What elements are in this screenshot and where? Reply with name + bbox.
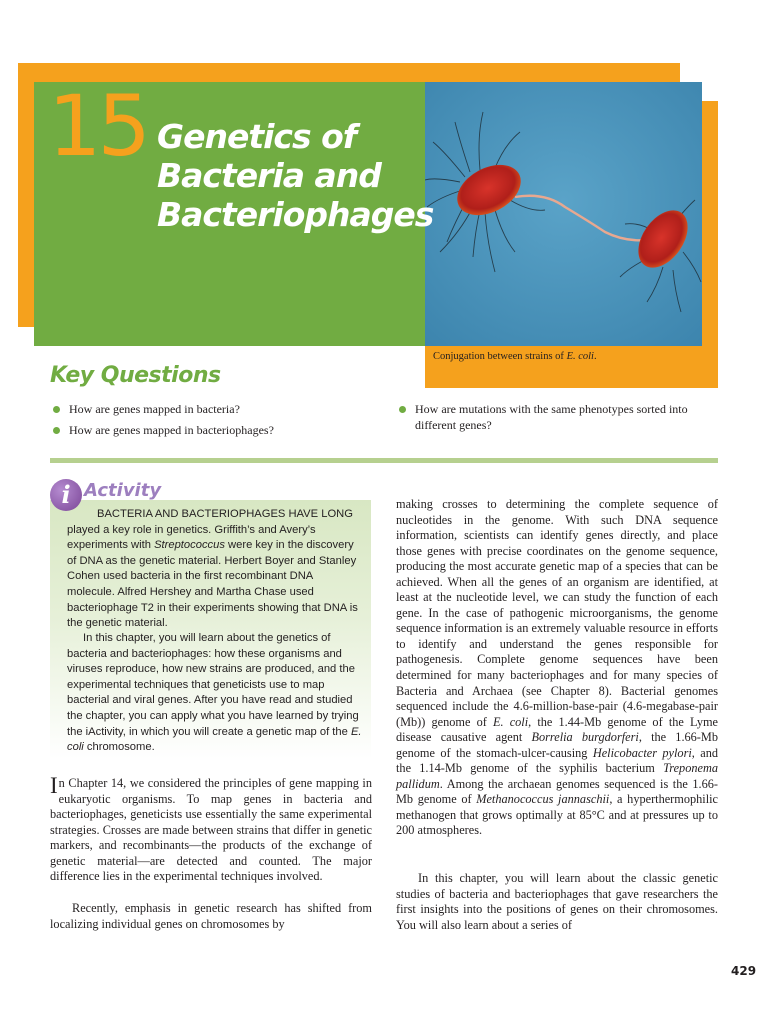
activity-paragraph [67, 631, 363, 756]
activity-lead: BACTERIA AND BACTERIOPHAGES HAVE LONG [97, 508, 353, 520]
body-paragraph [396, 871, 718, 933]
body-text: , and the 1.14-Mb genome of the syphilis bacterium [396, 745, 718, 776]
body-text: , a hyperthermophilic methanogen that grows optimally at 85°C and at pressures up to 200 atmospheres. [396, 792, 718, 838]
key-question [50, 423, 380, 439]
chapter-title [157, 117, 434, 234]
chapter-title-line: Bacteriophages [157, 195, 434, 234]
species-name: Borrelia burgdorferi [531, 730, 639, 745]
key-questions-right [396, 402, 726, 438]
activity-label[interactable]: Activity [84, 480, 162, 501]
caption-text: Conjugation between strains of [433, 351, 567, 362]
chapter-title-line: Bacteria and [157, 156, 381, 195]
body-text: Recently, emphasis in genetic research has shifted from localizing individual genes on chromosomes by [50, 901, 372, 931]
body-text: . Among the archaean genomes sequenced is the 1.66-Mb genome of [396, 776, 718, 807]
chapter-title-line: Genetics of [157, 117, 357, 156]
species-name: Methanococcus jannaschii [476, 792, 610, 807]
body-paragraph [50, 773, 372, 885]
key-question [396, 402, 726, 433]
bullet-icon [399, 406, 406, 413]
activity-species: E. coli [67, 725, 362, 754]
activity-paragraph [67, 507, 363, 632]
key-questions-left [50, 402, 380, 443]
page-number: 429 [731, 964, 757, 978]
bullet-icon [53, 406, 60, 413]
section-divider [50, 458, 718, 463]
body-paragraph [50, 901, 372, 932]
bacteria-conjugation-photo [425, 82, 702, 346]
key-questions-heading: Key Questions [50, 363, 221, 388]
body-text: making crosses to determining the complete sequence of nucleotides in the genome. With such DNA sequence information, scientists can identify genes directly, and place those genes with precise coordinates on the genome sequence, producing the most accurate genetic map of a species that can be achieved. When all the genes of an organism are identified, at least at the nucleotide level, we can study the function of each gene. In the case of pathogenic microorganisms, the genome sequence information is an extremely valuable resource in efforts to identify and understand the genes responsible for pathogenesis. Complete genome sequences have been determined for many bacteriophages and for many species of Bacteria and Archaea (see Chapter 8). Bacterial genomes sequenced include the 4.6-million-base-pair (4.6-megabase-pair (Mb)) genome of [396, 497, 718, 729]
key-question-text: How are mutations with the same phenotypes sorted into different genes? [415, 402, 688, 432]
species-name: E. coli [492, 714, 529, 729]
activity-text: chromosome. [83, 741, 155, 754]
drop-cap: I [50, 773, 58, 798]
activity-species: Streptococcus [154, 539, 225, 552]
body-text: , the 1.44-Mb genome of the Lyme disease causative agent [396, 714, 718, 745]
activity-text: In this chapter, you will learn about the genetics of bacteria and bacteriophages: how these organisms and viruses reproduce, how new strains are produced, and the experimental techniques that geneticists use to map bacterial and viral genes. After you have read and studied the chapter, you can apply what you have learned by trying the iActivity, in which you will create a genetic map of the [67, 632, 359, 738]
bullet-icon [53, 427, 60, 434]
body-text: , the 1.66-Mb genome of the stomach-ulcer-causing [396, 730, 718, 760]
caption-period: . [593, 351, 597, 362]
activity-text: played a key role in genetics. Griffith’s and Avery’s experiments with [67, 523, 316, 552]
photo-caption [433, 351, 597, 362]
species-name: Helicobacter pylori [592, 745, 692, 760]
body-text: In this chapter, you will learn about the classic genetic studies of bacteria and bacteriophages that gave researchers the first insights into the positions of genes on their chromosomes. You will also learn about a series of [396, 871, 718, 932]
chapter-number: 15 [48, 77, 147, 175]
key-question-text: How are genes mapped in bacteria? [69, 402, 240, 416]
key-question [50, 402, 380, 418]
key-question-text: How are genes mapped in bacteriophages? [69, 422, 274, 437]
activity-text: were key in the discovery of DNA as the genetic material. Herbert Boyer and Stanley Cohen used bacteria in the first recombinant DNA molecule. Alfred Hershey and Martha Chase used bacteriophage T2 in their experiments showing that DNA is the genetic material. [67, 539, 358, 630]
activity-i-icon[interactable]: i [50, 479, 82, 511]
body-paragraph [396, 497, 718, 839]
species-name: Treponema pallidum [396, 761, 718, 791]
body-text: n Chapter 14, we considered the principles of gene mapping in eukaryotic organisms. To map genes in bacteria and bacteriophages, geneticists use essentially the same experimental strategies. Crosses are made between strains that differ in genetic markers, and recombinants—the products of the exchange of genetic material—are detected and counted. The major difference lies in the experimental techniques involved. [50, 776, 372, 884]
caption-species: E. coli [566, 351, 594, 362]
